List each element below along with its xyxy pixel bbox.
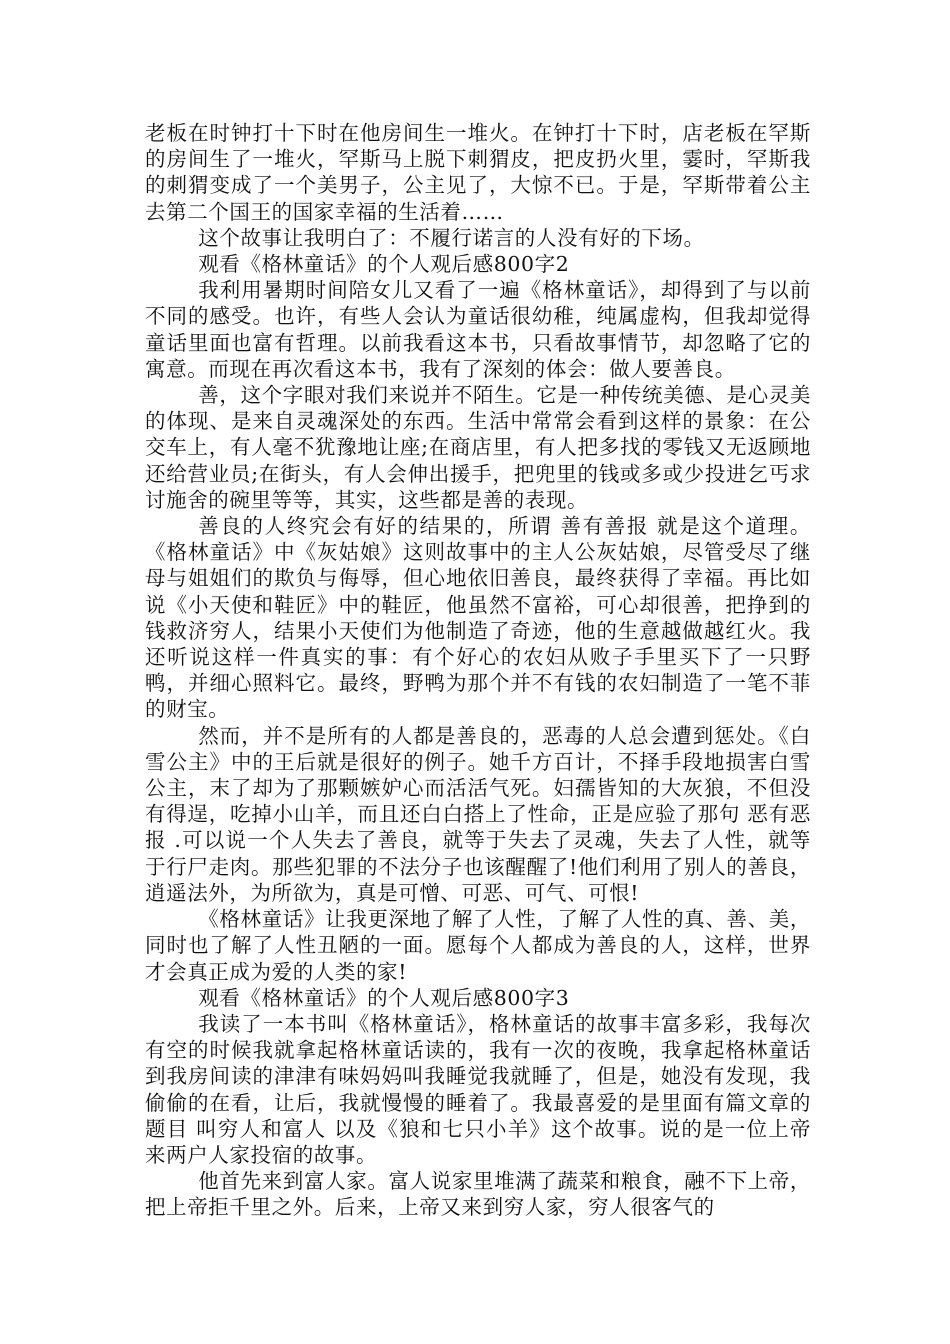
section-heading-3: 观看《格林童话》的个人观后感800字3	[198, 985, 570, 1010]
paragraph: 我利用暑期时间陪女儿又看了一遍《格林童话》，却得到了与以前不同的感受。也许，有些人会认为童话很幼稚，纯属虚构，但我却觉得童话里面也富有哲理。以前我看这本书，只看故事情节，却忽略了它的寓意。而现在再次看这本书，我有了深刻的体会：做人要善良。	[145, 278, 811, 381]
paragraph-moral: 这个故事让我明白了：不履行诺言的人没有好的下场。	[198, 225, 705, 250]
paragraph: 然而，并不是所有的人都是善良的，恶毒的人总会遭到惩处。《白雪公主》中的王后就是很好的例子。她千方百计，不择手段地损害白雪公主，末了却为了那颗嫉妒心而活活气死。妇孺皆知的大灰狼，不但没有得逞，吃掉小山羊，而且还白白搭上了性命，正是应验了那句 恶有恶报 .可以说一个人失去了善良，就等于失去了灵魂，失去了人性，就等于行尸走肉。那些犯罪的不法分子也该醒醒了!他们利用了别人的善良，逍遥法外，为所欲为，真是可憎、可恶、可气、可恨!	[145, 723, 811, 905]
section-heading-2: 观看《格林童话》的个人观后感800字2	[198, 252, 570, 277]
document-page	[145, 120, 811, 1221]
paragraph: 我读了一本书叫《格林童话》，格林童话的故事丰富多彩，我每次有空的时候我就拿起格林童话读的，我有一次的夜晚，我拿起格林童话到我房间读的津津有味妈妈叫我睡觉我就睡了，但是，她没有发现，我偷偷的在看，让后，我就慢慢的睡着了。我最喜爱的是里面有篇文章的题目 叫穷人和富人 以及《狼和七只小羊》这个故事。说的是一位上帝来两户人家投宿的故事。	[145, 1011, 811, 1167]
paragraph: 他首先来到富人家。富人说家里堆满了蔬菜和粮食，融不下上帝，把上帝拒千里之外。后来，上帝又来到穷人家，穷人很客气的	[145, 1169, 811, 1220]
paragraph: 善，这个字眼对我们来说并不陌生。它是一种传统美德、是心灵美的体现、是来自灵魂深处的东西。生活中常常会看到这样的景象：在公交车上，有人毫不犹豫地让座;在商店里，有人把多找的零钱又无返顾地还给营业员;在街头，有人会伸出援手，把兜里的钱或多或少投进乞丐求讨施舍的碗里等等，其实，这些都是善的表现。	[145, 383, 811, 512]
paragraph-continuation: 老板在时钟打十下时在他房间生一堆火。在钟打十下时，店老板在罕斯的房间生了一堆火，罕斯马上脱下刺猬皮，把皮扔火里，霎时，罕斯我的刺猬变成了一个美男子，公主见了，大惊不已。于是，罕斯带着公主去第二个国王的国家幸福的生活着……	[145, 121, 811, 224]
paragraph: 《格林童话》让我更深地了解了人性，了解了人性的真、善、美，同时也了解了人性丑陋的一面。愿每个人都成为善良的人，这样，世界才会真正成为爱的人类的家!	[145, 907, 811, 984]
paragraph: 善良的人终究会有好的结果的，所谓 善有善报 就是这个道理。《格林童话》中《灰姑娘》这则故事中的主人公灰姑娘，尽管受尽了继母与姐姐们的欺负与侮辱，但心地依旧善良，最终获得了幸福。再比如说《小天使和鞋匠》中的鞋匠，他虽然不富裕，可心却很善，把挣到的钱救济穷人，结果小天使们为他制造了奇迹，他的生意越做越红火。我还听说这样一件真实的事：有个好心的农妇从败子手里买下了一只野鸭，并细心照料它。最终，野鸭为那个并不有钱的农妇制造了一笔不菲的财宝。	[145, 514, 811, 722]
